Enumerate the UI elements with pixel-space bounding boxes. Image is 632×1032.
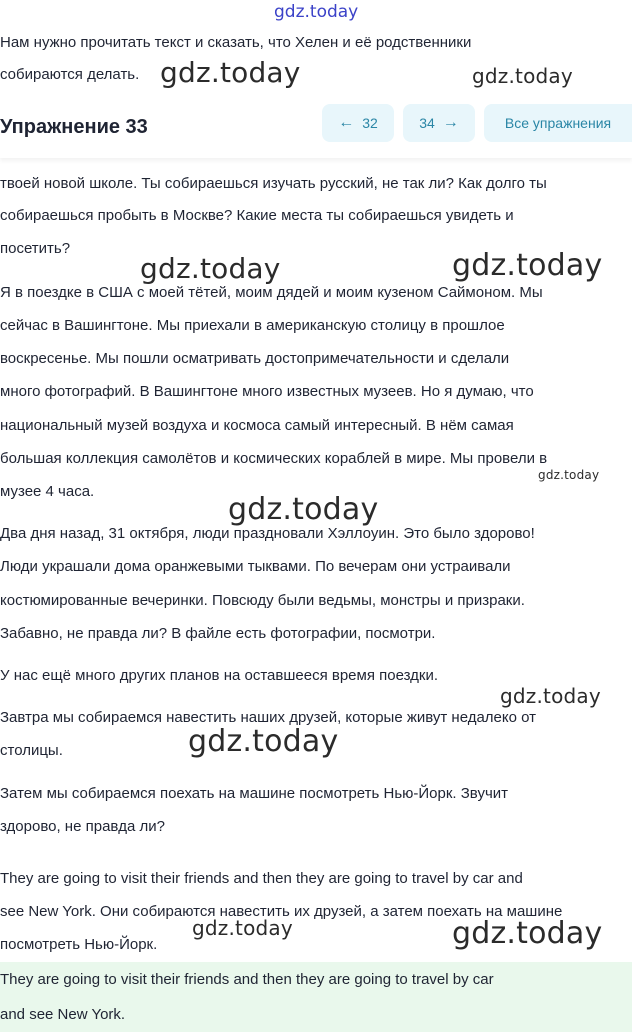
body-text-line: У нас ещё много других планов на оставшееся время поездки. xyxy=(0,667,438,684)
body-text-line: музее 4 часа. xyxy=(0,483,95,500)
intro-text-line: собираются делать. xyxy=(0,66,140,83)
watermark: gdz.today xyxy=(452,248,603,283)
watermark: gdz.today xyxy=(192,916,293,940)
watermark: gdz.today xyxy=(228,492,379,527)
body-text-line: костюмированные вечеринки. Повсюду были ведьмы, монстры и призраки. xyxy=(0,592,525,609)
watermark: gdz.today xyxy=(472,64,573,88)
watermark: gdz.today xyxy=(188,724,339,759)
body-text-line: воскресенье. Мы пошли осматривать достопримечательности и сделали xyxy=(0,350,510,367)
intro-text-line: Нам нужно прочитать текст и сказать, что Хелен и её родственники xyxy=(0,34,472,51)
watermark: gdz.today xyxy=(160,56,301,89)
prev-exercise-button[interactable] xyxy=(322,104,394,142)
next-exercise-button[interactable] xyxy=(403,104,475,142)
watermark: gdz.today xyxy=(140,252,281,285)
watermark: gdz.today xyxy=(538,468,600,482)
arrow-left-icon: ← xyxy=(338,114,355,131)
body-text-line: большая коллекция самолётов и космических кораблей в мире. Мы провели в xyxy=(0,450,548,467)
body-text-line: собираешься пробыть в Москве? Какие места ты собираешься увидеть и xyxy=(0,207,514,224)
watermark: gdz.today xyxy=(500,684,601,708)
body-text-line: твоей новой школе. Ты собираешься изучать русский, не так ли? Как долго ты xyxy=(0,175,547,192)
body-text-line: Забавно, не правда ли? В файле есть фотографии, посмотри. xyxy=(0,625,436,642)
answer-text-line: They are going to visit their friends and then they are going to travel by car xyxy=(0,971,494,988)
body-text-line: Затем мы собираемся поехать на машине посмотреть Нью-Йорк. Звучит xyxy=(0,785,509,802)
body-text-line: столицы. xyxy=(0,742,63,759)
all-exercises-label: Все упражнения xyxy=(504,115,612,131)
body-text-line: Я в поездке в США с моей тётей, моим дядей и моим кузеном Саймоном. Мы xyxy=(0,284,543,301)
body-text-line: национальный музей воздуха и космоса самый интересный. В нём самая xyxy=(0,417,514,434)
prev-exercise-label: 32 xyxy=(362,115,378,131)
body-text-line: They are going to visit their friends and then they are going to travel by car and xyxy=(0,870,523,887)
exercise-title: Упражнение 33 xyxy=(0,116,148,138)
all-exercises-button[interactable] xyxy=(484,104,632,142)
body-text-line: посмотреть Нью-Йорк. xyxy=(0,936,158,953)
body-text-line: see New York. Они собираются навестить их друзей, а затем поехать на машине xyxy=(0,903,563,920)
body-text-line: сейчас в Вашингтоне. Мы приехали в американскую столицу в прошлое xyxy=(0,317,505,334)
body-text-line: Завтра мы собираемся навестить наших друзей, которые живут недалеко от xyxy=(0,709,537,726)
exercise-nav-bar xyxy=(0,102,632,158)
body-text-line: Люди украшали дома оранжевыми тыквами. По вечерам они устраивали xyxy=(0,558,511,575)
answer-text-line: and see New York. xyxy=(0,1006,126,1023)
arrow-right-icon: → xyxy=(442,114,459,131)
next-exercise-label: 34 xyxy=(419,115,435,131)
site-logo[interactable]: gdz.today xyxy=(274,2,359,22)
body-text-line: Два дня назад, 31 октября, люди праздновали Хэллоуин. Это было здорово! xyxy=(0,525,535,542)
answer-box xyxy=(0,962,632,1032)
body-text-line: здорово, не правда ли? xyxy=(0,818,165,835)
body-text-line: много фотографий. В Вашингтоне много известных музеев. Но я думаю, что xyxy=(0,383,534,400)
watermark: gdz.today xyxy=(452,916,603,951)
body-text-line: посетить? xyxy=(0,240,71,257)
